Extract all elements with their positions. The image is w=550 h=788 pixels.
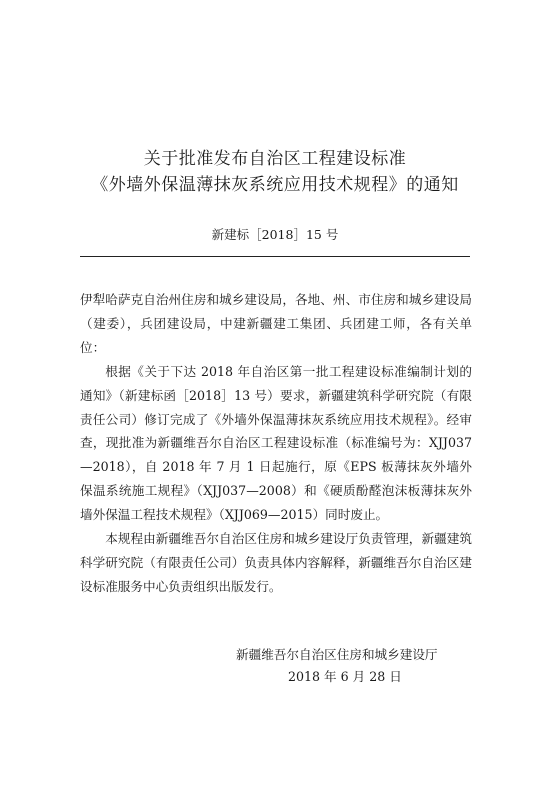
issuing-organization: 新疆维吾尔自治区住房和城乡建设厅 bbox=[236, 647, 438, 662]
notice-title-line-1: 关于批准发布自治区工程建设标准 bbox=[143, 149, 407, 169]
document-number: 新建标［2018］15 号 bbox=[211, 227, 339, 242]
salutation-paragraph: 伊犁哈萨克自治州住房和城乡建设局，各地、州、市住房和城乡建设局（建委），兵团建设局，中建新疆建工集团、兵团建工师，各有关单位： bbox=[80, 292, 472, 355]
header-divider bbox=[80, 256, 470, 257]
notice-body bbox=[80, 288, 472, 599]
main-paragraph: 根据《关于下达 2018 年自治区第一批工程建设标准编制计划的通知》（新建标函［2018］13 号）要求，新疆建筑科学研究院（有限责任公司）修订完成了《外墙外保温薄抹灰系统应用技术规程》。经审查，现批准为新疆维吾尔自治区工程建设标准（标准编号为：XJJ037—2018），自 2018 年 7 月 1 日起施行，原《EPS 板薄抹灰外墙外保温系统施工规程》（XJJ037—2008）和《硬质酚醛泡沫板薄抹灰外墙外保温工程技术规程》（XJJ069—2015）同时废止。 bbox=[80, 363, 472, 523]
issue-date: 2018 年 6 月 28 日 bbox=[288, 669, 402, 684]
notice-title-line-2: 《外墙外保温薄抹灰系统应用技术规程》的通知 bbox=[91, 175, 459, 195]
management-paragraph: 本规程由新疆维吾尔自治区住房和城乡建设厅负责管理，新疆建筑科学研究院（有限责任公司）负责具体内容解释，新疆维吾尔自治区建设标准服务中心负责组织出版发行。 bbox=[80, 531, 472, 594]
